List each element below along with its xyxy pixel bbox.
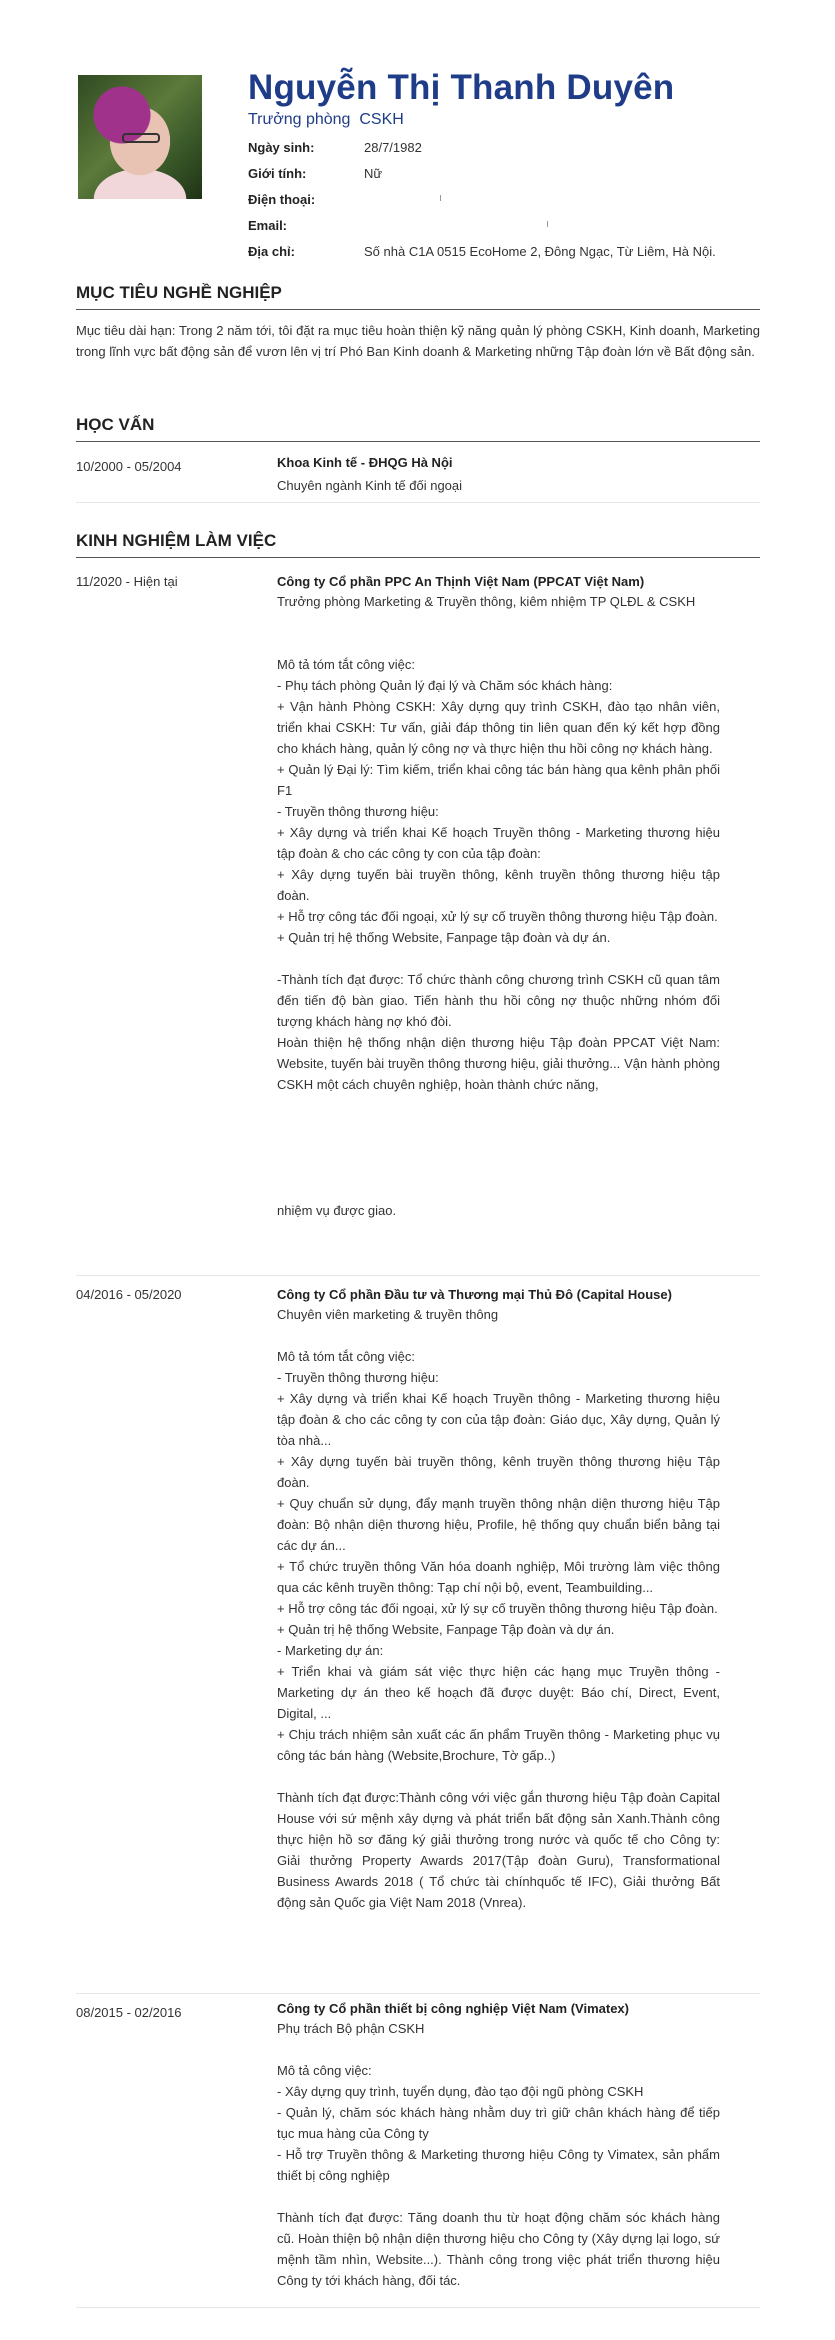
objective-text: Mục tiêu dài hạn: Trong 2 năm tới, tôi đặt ra mục tiêu hoàn thiện kỹ năng quản lý phòng CSKH, Kinh doanh, Marketing trong lĩnh vực bất động sản để vươn lên vị trí Phó Ban Kinh doanh & Marketing những Tập đoàn lớn về Bất động sản.	[76, 323, 760, 359]
info-label: Địa chỉ:	[248, 244, 295, 259]
job-company: Công ty Cổ phần Đầu tư và Thương mại Thủ Đô (Capital House)	[277, 1287, 672, 1302]
redaction-mark	[547, 221, 548, 227]
section-divider	[76, 441, 760, 442]
info-value: Số nhà C1A 0515 EcoHome 2, Đông Ngạc, Từ Liêm, Hà Nội.	[364, 244, 716, 259]
job-period: 11/2020 - Hiện tại	[76, 574, 178, 589]
profile-photo	[78, 75, 202, 199]
education-school: Khoa Kinh tế - ĐHQG Hà Nội	[277, 455, 453, 470]
info-value: 28/7/1982	[364, 140, 422, 155]
job-company: Công ty Cổ phần thiết bị công nghiệp Việt Nam (Vimatex)	[277, 2001, 629, 2016]
job-description: Mô tả tóm tắt công việc: - Truyền thông thương hiệu: + Xây dựng và triển khai Kế hoạch Truyền thông - Marketing thương hiệu tập đoàn & cho các công ty con của tập đoàn: Giáo dục, Xây dựng, Quản lý tòa nhà... + Xây dựng tuyến bài truyền thông, kênh truyền thông thương hiệu Tập đoàn. + Quy chuẩn sử dụng, đẩy mạnh truyền thông nhận diện thương hiệu Tập đoàn: Bộ nhận diện thương hiệu, Profile, hệ thống quy chuẩn biển bảng tại các dự án... + Tổ chức truyền thông Văn hóa doanh nghiệp, Môi trường làm việc thông qua các kênh truyền thông: Tạp chí nội bộ, event, Teambuilding... + Hỗ trợ công tác đối ngoại, xử lý sự cố truyền thông thương hiệu Tập đoàn. + Quản trị hệ thống Website, Fanpage Tập đoàn và dự án. - Marketing dự án: + Triển khai và giám sát việc thực hiện các hạng mục Truyền thông - Marketing dự án theo kế hoạch đã được duyệt: Báo chí, Direct, Event, Digital, ... + Chịu trách nhiệm sản xuất các ấn phẩm Truyền thông - Marketing phục vụ công tác bán hàng (Website,Brochure, Tờ gấp..) Thành tích đạt được:Thành công với việc gắn thương hiệu Tập đoàn Capital House với sứ mệnh xây dựng và phát triển bất động sản Xanh.Thành công thực hiện hồ sơ đăng ký giải thưởng trong nước và quốc tế cho Công ty: Giải thưởng Property Awards 2017(Tập đoàn Guru), Transformational Business Awards 2018 ( Tổ chức tài chínhquốc tế IFC), Giải thưởng Bất động sản Quốc gia Việt Nam 2018 (Vnrea).	[277, 1349, 720, 1910]
job-role: Phụ trách Bộ phận CSKH	[277, 2021, 425, 2036]
info-value: Nữ	[364, 166, 383, 181]
section-title-objective: MỤC TIÊU NGHỀ NGHIỆP	[76, 283, 282, 302]
row-divider	[76, 1993, 760, 1994]
redaction-mark	[440, 195, 441, 201]
candidate-name: Nguyễn Thị Thanh Duyên	[248, 68, 675, 107]
job-description: Mô tả tóm tắt công việc: - Phụ tách phòng Quản lý đại lý và Chăm sóc khách hàng: + Vận hành Phòng CSKH: Xây dựng quy trình CSKH, đào tạo nhân viên, triển khai CSKH: Tư vấn, giải đáp thông tin liên quan đến ký kết hợp đồng cho khách hàng, quản lý công nợ và thực hiện thu hồi công nợ khách hàng. + Quản lý Đại lý: Tìm kiếm, triển khai công tác bán hàng qua kênh phân phối F1 - Truyền thông thương hiệu: + Xây dựng và triển khai Kế hoạch Truyền thông - Marketing thương hiệu tập đoàn & cho các công ty con của tập đoàn: + Xây dựng tuyến bài truyền thông, kênh truyền thông thương hiệu tập đoàn. + Hỗ trợ công tác đối ngoại, xử lý sự cố truyền thông thương hiệu Tập đoàn. + Quản trị hệ thống Website, Fanpage tập đoàn và dự án. -Thành tích đạt được: Tổ chức thành công chương trình CSKH cũ quan tâm đến tiến độ bàn giao. Tiến hành thu hồi công nợ thuộc những nhóm đối tượng khách hàng nợ khó đòi. Hoàn thiện hệ thống nhận diện thương hiệu Tập đoàn PPCAT Việt Nam: Website, tuyến bài truyền thông thương hiệu, giải thưởng... Vận hành phòng CSKH một cách chuyên nghiệp, hoàn thành chức năng, nhiệm vụ được giao.	[277, 657, 720, 1218]
row-divider	[76, 1275, 760, 1276]
job-period: 04/2016 - 05/2020	[76, 1287, 182, 1302]
section-title-experience: KINH NGHIỆM LÀM VIỆC	[76, 531, 277, 550]
job-description: Mô tả công việc: - Xây dựng quy trình, tuyển dụng, đào tạo đội ngũ phòng CSKH - Quản lý, chăm sóc khách hàng nhằm duy trì giữ chân khách hàng để tiếp tục mua hàng của Công ty - Hỗ trợ Truyền thông & Marketing thương hiệu Công ty Vimatex, sản phẩm thiết bị công nghiệp Thành tích đạt được: Tăng doanh thu từ hoạt động chăm sóc khách hàng cũ. Hoàn thiện bộ nhận diện thương hiệu cho Công ty (Xây dựng lại logo, sứ mệnh tầm nhìn, Website...). Thành công trong việc phát triển thương hiệu Công ty tới khách hàng, đối tác.	[277, 2063, 720, 2288]
job-period: 08/2015 - 02/2016	[76, 2005, 182, 2020]
info-label: Điện thoại:	[248, 192, 316, 207]
job-role: Chuyên viên marketing & truyền thông	[277, 1307, 499, 1322]
candidate-position: Trưởng phòng CSKH	[248, 111, 404, 128]
job-role: Trưởng phòng Marketing & Truyền thông, kiêm nhiệm TP QLĐL & CSKH	[277, 594, 696, 609]
job-company: Công ty Cổ phần PPC An Thịnh Việt Nam (PPCAT Việt Nam)	[277, 574, 645, 589]
section-divider	[76, 309, 760, 310]
info-label: Giới tính:	[248, 166, 307, 181]
info-label: Ngày sinh:	[248, 140, 315, 155]
education-major: Chuyên ngành Kinh tế đối ngoại	[277, 478, 463, 493]
section-divider	[76, 557, 760, 558]
education-period: 10/2000 - 05/2004	[76, 459, 182, 474]
row-divider	[76, 2307, 760, 2308]
info-label: Email:	[248, 218, 288, 233]
row-divider	[76, 502, 760, 503]
section-title-education: HỌC VẤN	[76, 415, 155, 434]
